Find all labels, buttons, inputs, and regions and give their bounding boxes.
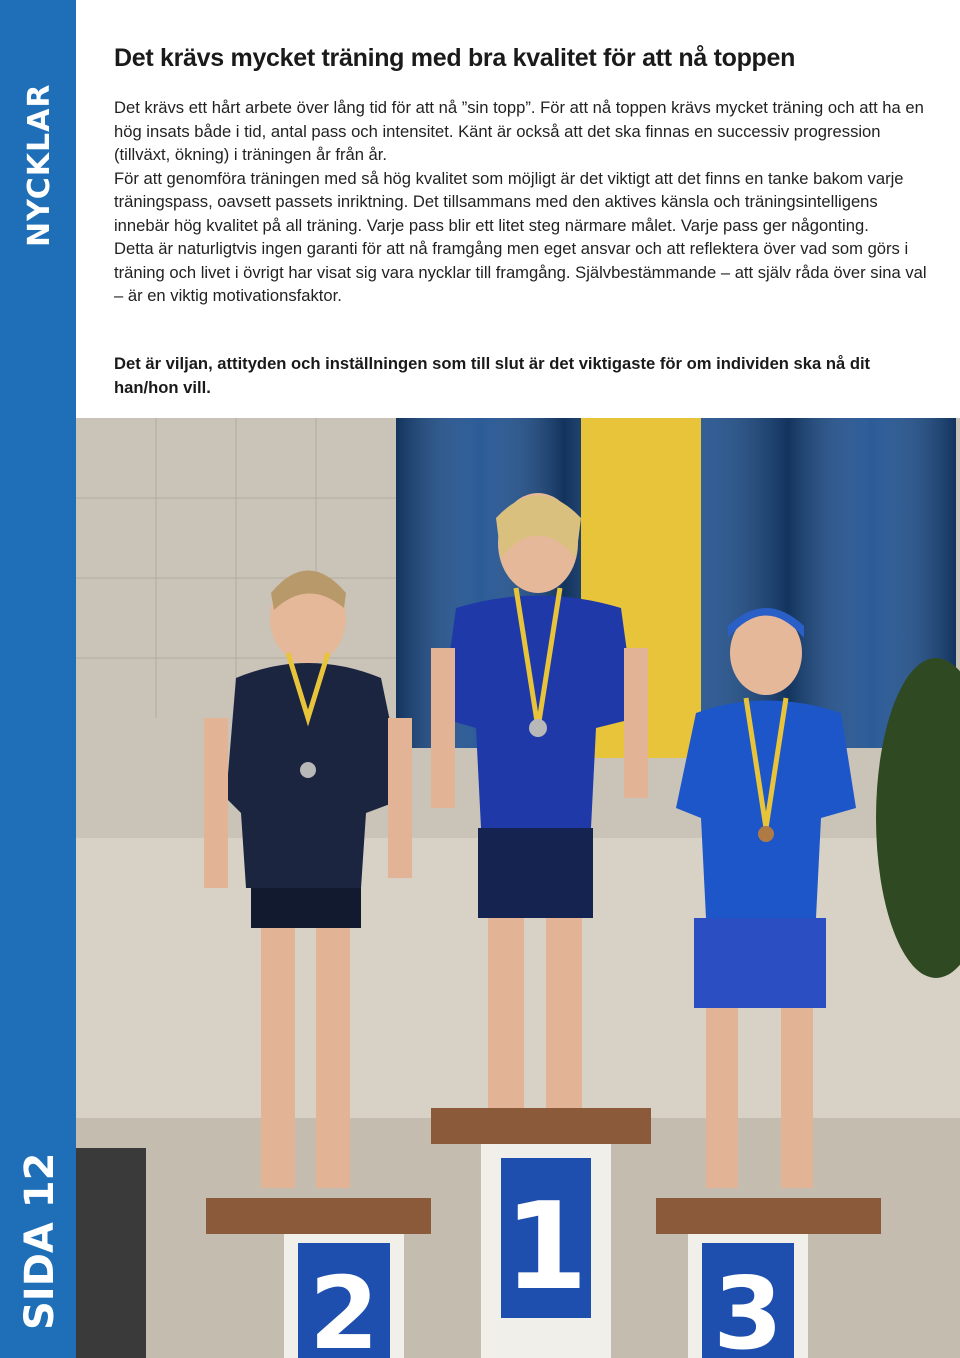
page-number-text: SIDA 12 — [17, 1152, 63, 1330]
paragraph-2: För att genomföra träningen med så hög kvalitet som möjligt är det viktigt att det finns en tanke bakom varje träningspass, oavsett passets inriktning. Det tillsammans med den aktives känsla och träningsintelligens innebär hög kvalitet på all träning. Varje pass blir ett litet steg närmare målet. Varje pass ger någonting. — [114, 168, 904, 235]
article-title: Det krävs mycket träning med bra kvalitet för att nå toppen — [114, 44, 796, 72]
podium-photo — [76, 418, 960, 1358]
emphasis-statement: Det är viljan, attityden och inställningen som till slut är det viktigaste för om individen ska nå dit han/hon vill. — [114, 354, 871, 397]
section-label-text: NYCKLAR — [22, 83, 57, 247]
paragraph-3: Detta är naturligtvis ingen garanti för att nå framgång men eget ansvar och att reflektera över vad som görs i träning och livet i övrigt har visat sig vara nycklar till framgång. Självbestämmande – att själv råda över sina val – är en viktig motivationsfaktor. — [114, 239, 927, 305]
podium-number-first: 1 — [504, 1178, 588, 1317]
podium-number-third: 3 — [713, 1255, 783, 1358]
podium-number-second: 2 — [309, 1255, 379, 1358]
paragraph-1: Det krävs ett hårt arbete över lång tid för att nå ”sin topp”. För att nå toppen krävs mycket träning och att ha en hög insats både i tid, antal pass och intensitet. Känt är också att det ska finnas en successiv progression (tillväxt, ökning) i träningen år från år. — [114, 98, 924, 164]
article-body — [114, 96, 934, 308]
